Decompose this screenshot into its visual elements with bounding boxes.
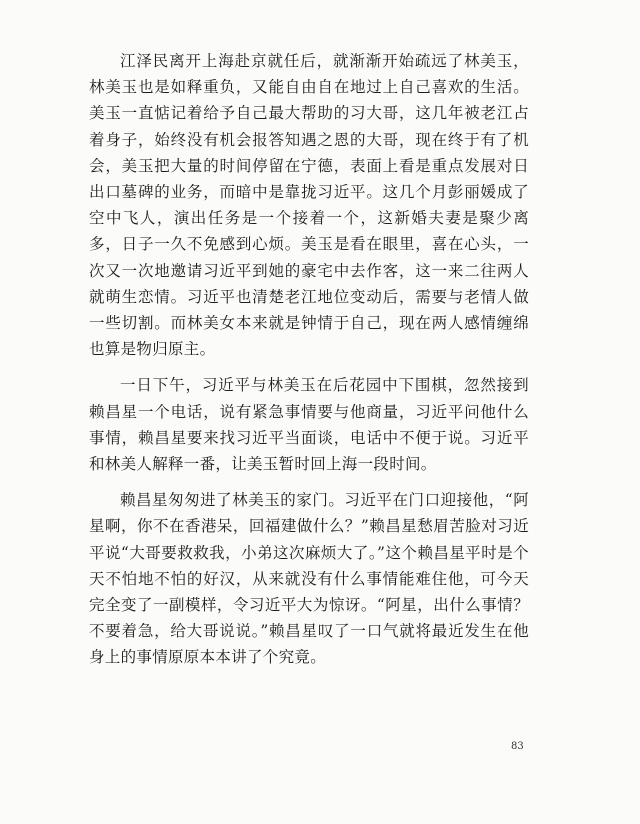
paragraph-1: 江泽民离开上海赴京就任后，就渐渐开始疏远了林美玉，林美玉也是如释重负，又能自由自在地过上自己喜欢的生活。美玉一直惦记着给予自己最大帮助的习大哥，这几年被老江占着身子，始终没有机会报答知遇之恩的大哥，现在终于有了机会，美玉把大量的时间停留在宁德，表面上看是重点发展对日出口墓碑的业务，而暗中是靠拢习近平。这几个月彭丽媛成了空中飞人，演出任务是一个接着一个，这新婚夫妻是聚少离多，日子一久不免感到心烦。美玉是看在眼里，喜在心头，一次又一次地邀请习近平到她的豪宅中去作客，这一来二往两人就萌生恋情。习近平也清楚老江地位变动后，需要与老情人做一些切割。而林美女本来就是钟情于自己，现在两人感情缠绵也算是物归原主。: [89, 52, 529, 359]
paragraph-2: 一日下午，习近平与林美玉在后花园中下围棋，忽然接到赖昌星一个电话，说有紧急事情要与他商量，习近平问他什么事情，赖昌星要来找习近平当面谈，电话中不便于说。习近平和林美人解释一番，让美玉暂时回上海一段时间。: [89, 376, 529, 474]
body-text: [89, 48, 529, 681]
paragraph-3: 赖昌星匆匆进了林美玉的家门。习近平在门口迎接他，“阿星啊，你不在香港呆，回福建做什么？”赖昌星愁眉苦脸对习近平说“大哥要救救我，小弟这次麻烦大了。”这个赖昌星平时是个天不怕地不怕的好汉，从来就没有什么事情能难住他，可今天完全变了一副模样，令习近平大为惊讶。“阿星，出什么事情？不要着急，给大哥说说。”赖昌星叹了一口气就将最近发生在他身上的事情原原本本讲了个究竟。: [89, 491, 529, 667]
page-number: 83: [511, 741, 524, 752]
